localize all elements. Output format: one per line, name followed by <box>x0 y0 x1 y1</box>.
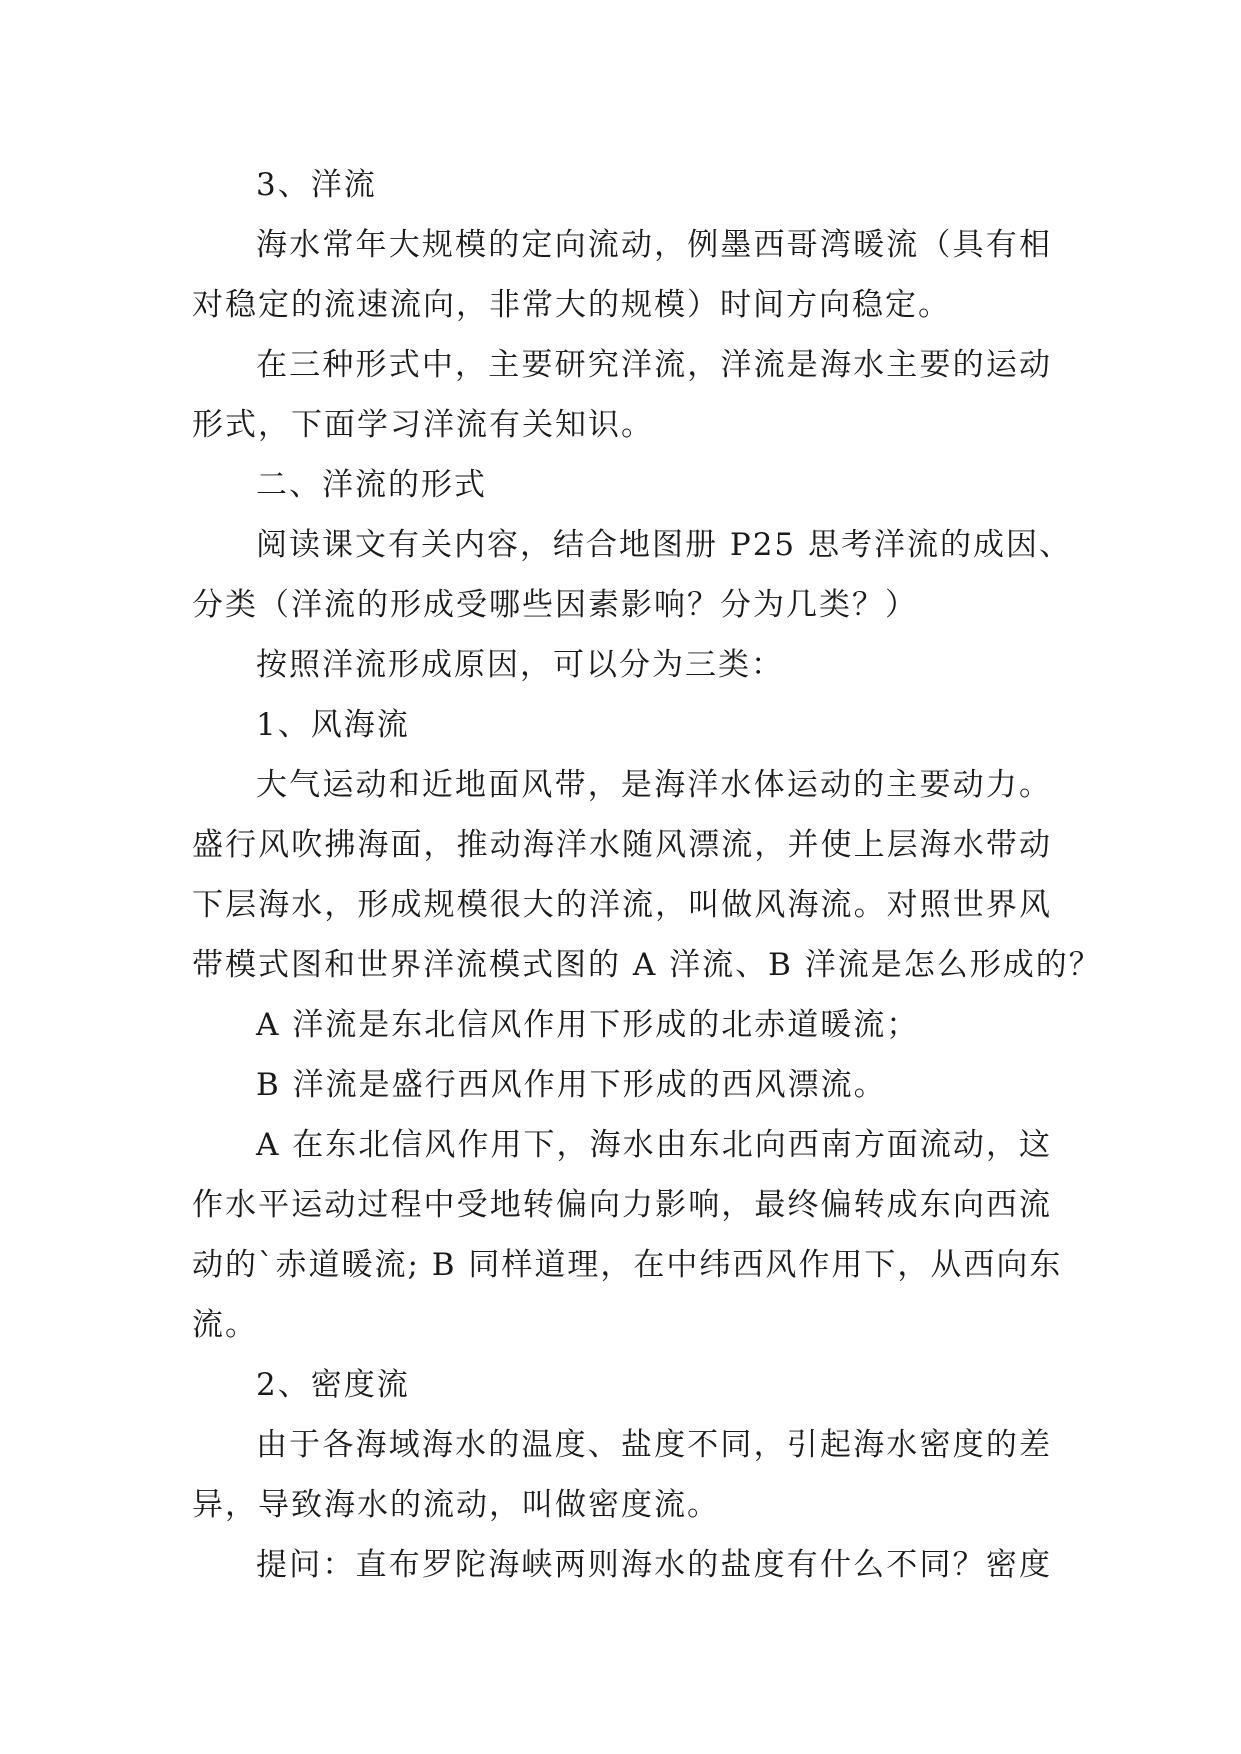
section-heading: 二、洋流的形式 <box>256 467 487 503</box>
paragraph-line: 盛行风吹拂海面，推动海洋水随风漂流，并使上层海水带动 <box>192 827 1052 863</box>
paragraph-line: A 洋流是东北信风作用下形成的北赤道暖流； <box>256 1007 920 1043</box>
paragraph-line: 作水平运动过程中受地转偏向力影响，最终偏转成东向西流 <box>192 1187 1052 1223</box>
paragraph-line: 在三种形式中，主要研究洋流，洋流是海水主要的运动 <box>256 347 1052 383</box>
paragraph-line: 形式，下面学习洋流有关知识。 <box>192 407 654 443</box>
paragraph-line: 分类（洋流的形成受哪些因素影响？分为几类？） <box>192 587 918 623</box>
paragraph-line: B 洋流是盛行西风作用下形成的西风漂流。 <box>256 1067 887 1103</box>
paragraph-line: 异，导致海水的流动，叫做密度流。 <box>192 1487 720 1523</box>
paragraph-line: 动的`赤道暖流; B 同样道理，在中纬西风作用下，从西向东 <box>192 1247 1063 1283</box>
paragraph-line: 流。 <box>192 1307 258 1343</box>
section-heading: 2、密度流 <box>256 1367 410 1403</box>
paragraph-line: 按照洋流形成原因，可以分为三类： <box>256 647 784 683</box>
paragraph-line: 对稳定的流速流向，非常大的规模）时间方向稳定。 <box>192 287 951 323</box>
paragraph-line: 下层海水，形成规模很大的洋流，叫做风海流。对照世界风 <box>192 887 1052 923</box>
section-heading: 1、风海流 <box>256 707 410 743</box>
paragraph-line: 海水常年大规模的定向流动，例墨西哥湾暖流（具有相 <box>256 227 1052 263</box>
paragraph-line: 提问：直布罗陀海峡两则海水的盐度有什么不同？密度 <box>256 1547 1052 1583</box>
paragraph-line: 阅读课文有关内容，结合地图册 P25 思考洋流的成因、 <box>256 527 1073 563</box>
paragraph-line: 由于各海域海水的温度、盐度不同，引起海水密度的差 <box>256 1427 1052 1463</box>
paragraph-line: 带模式图和世界洋流模式图的 A 洋流、B 洋流是怎么形成的？ <box>192 947 1102 983</box>
paragraph-line: A 在东北信风作用下，海水由东北向西南方面流动，这 <box>256 1127 1052 1163</box>
section-heading: 3、洋流 <box>256 167 377 203</box>
paragraph-line: 大气运动和近地面风带，是海洋水体运动的主要动力。 <box>256 767 1052 803</box>
